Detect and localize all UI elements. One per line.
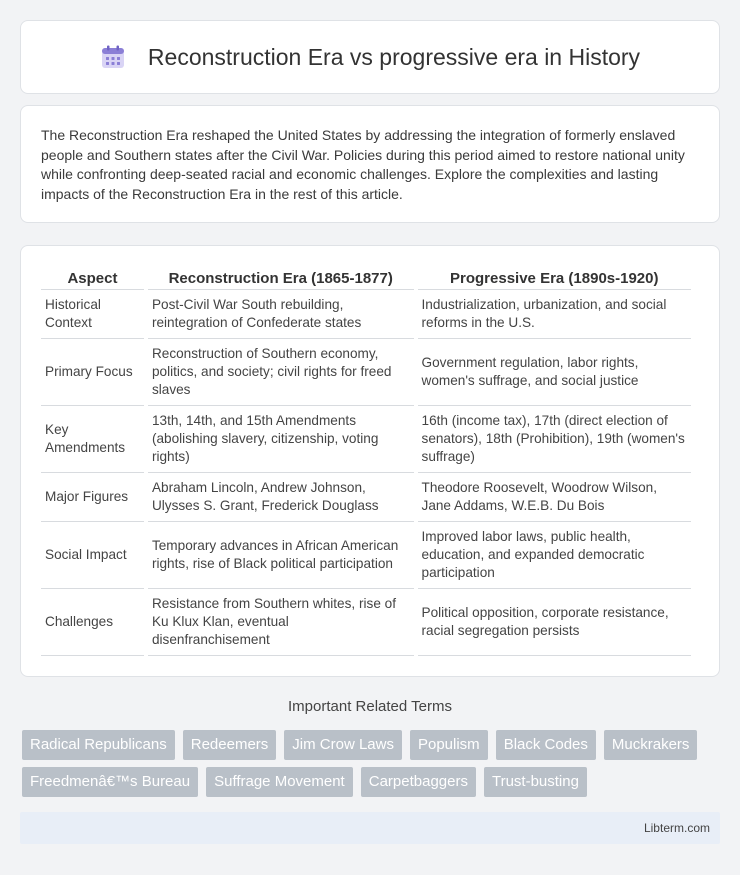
- term-tag-jim-crow-laws[interactable]: Jim Crow Laws: [284, 730, 402, 760]
- page-title: Reconstruction Era vs progressive era in History: [147, 43, 641, 70]
- progressive-cell: Improved labor laws, public health, education, and expanded democratic participation: [418, 522, 691, 589]
- term-tag-redeemers[interactable]: Redeemers: [183, 730, 277, 760]
- table-row: [41, 589, 691, 656]
- term-tag-freedmens-bureau[interactable]: Freedmenâ€™s Bureau: [22, 767, 198, 797]
- aspect-cell: Historical Context: [41, 290, 144, 339]
- column-header-reconstruction: Reconstruction Era (1865-1877): [148, 266, 414, 290]
- progressive-cell: 16th (income tax), 17th (direct election of senators), 18th (Prohibition), 19th (women's suffrage): [418, 406, 691, 473]
- table-header-row: [41, 266, 691, 290]
- term-tag-carpetbaggers[interactable]: Carpetbaggers: [361, 767, 476, 797]
- column-header-aspect: Aspect: [41, 266, 144, 290]
- column-header-progressive: Progressive Era (1890s-1920): [418, 266, 691, 290]
- progressive-cell: Theodore Roosevelt, Woodrow Wilson, Jane Addams, W.E.B. Du Bois: [418, 473, 691, 522]
- aspect-cell: Key Amendments: [41, 406, 144, 473]
- header-card: [20, 20, 720, 94]
- progressive-cell: Industrialization, urbanization, and social reforms in the U.S.: [418, 290, 691, 339]
- reconstruction-cell: Reconstruction of Southern economy, politics, and society; civil rights for freed slaves: [148, 339, 414, 406]
- reconstruction-cell: 13th, 14th, and 15th Amendments (abolishing slavery, citizenship, voting rights): [148, 406, 414, 473]
- reconstruction-cell: Post-Civil War South rebuilding, reintegration of Confederate states: [148, 290, 414, 339]
- term-tag-muckrakers[interactable]: Muckrakers: [604, 730, 698, 760]
- calendar-icon: [100, 44, 126, 70]
- table-row: [41, 473, 691, 522]
- term-tag-trust-busting[interactable]: Trust-busting: [484, 767, 587, 797]
- aspect-cell: Social Impact: [41, 522, 144, 589]
- term-tag-black-codes[interactable]: Black Codes: [496, 730, 596, 760]
- reconstruction-cell: Abraham Lincoln, Andrew Johnson, Ulysses S. Grant, Frederick Douglass: [148, 473, 414, 522]
- term-tag-radical-republicans[interactable]: Radical Republicans: [22, 730, 175, 760]
- intro-paragraph: The Reconstruction Era reshaped the United States by addressing the integration of formerly enslaved people and Southern states after the Civil War. Policies during this period aimed to restore national unity while confronting deep-seated racial and economic challenges. Explore the complexities and lasting impacts of the Reconstruction Era in the rest of this article.: [41, 127, 685, 202]
- related-terms-title: Important Related Terms: [288, 698, 452, 715]
- comparison-table: [37, 266, 695, 656]
- aspect-cell: Challenges: [41, 589, 144, 656]
- aspect-cell: Primary Focus: [41, 339, 144, 406]
- aspect-cell: Major Figures: [41, 473, 144, 522]
- reconstruction-cell: Resistance from Southern whites, rise of Ku Klux Klan, eventual disenfranchisement: [148, 589, 414, 656]
- related-terms-list: [22, 730, 722, 797]
- footer-site-link[interactable]: Libterm.com: [643, 821, 710, 835]
- progressive-cell: Government regulation, labor rights, women's suffrage, and social justice: [418, 339, 691, 406]
- footer: [20, 812, 720, 844]
- table-row: [41, 406, 691, 473]
- comparison-table-card: [20, 245, 720, 677]
- term-tag-suffrage-movement[interactable]: Suffrage Movement: [206, 767, 353, 797]
- table-row: [41, 339, 691, 406]
- intro-card: [20, 105, 720, 223]
- term-tag-populism[interactable]: Populism: [410, 730, 488, 760]
- table-row: [41, 522, 691, 589]
- table-row: [41, 290, 691, 339]
- reconstruction-cell: Temporary advances in African American rights, rise of Black political participation: [148, 522, 414, 589]
- progressive-cell: Political opposition, corporate resistance, racial segregation persists: [418, 589, 691, 656]
